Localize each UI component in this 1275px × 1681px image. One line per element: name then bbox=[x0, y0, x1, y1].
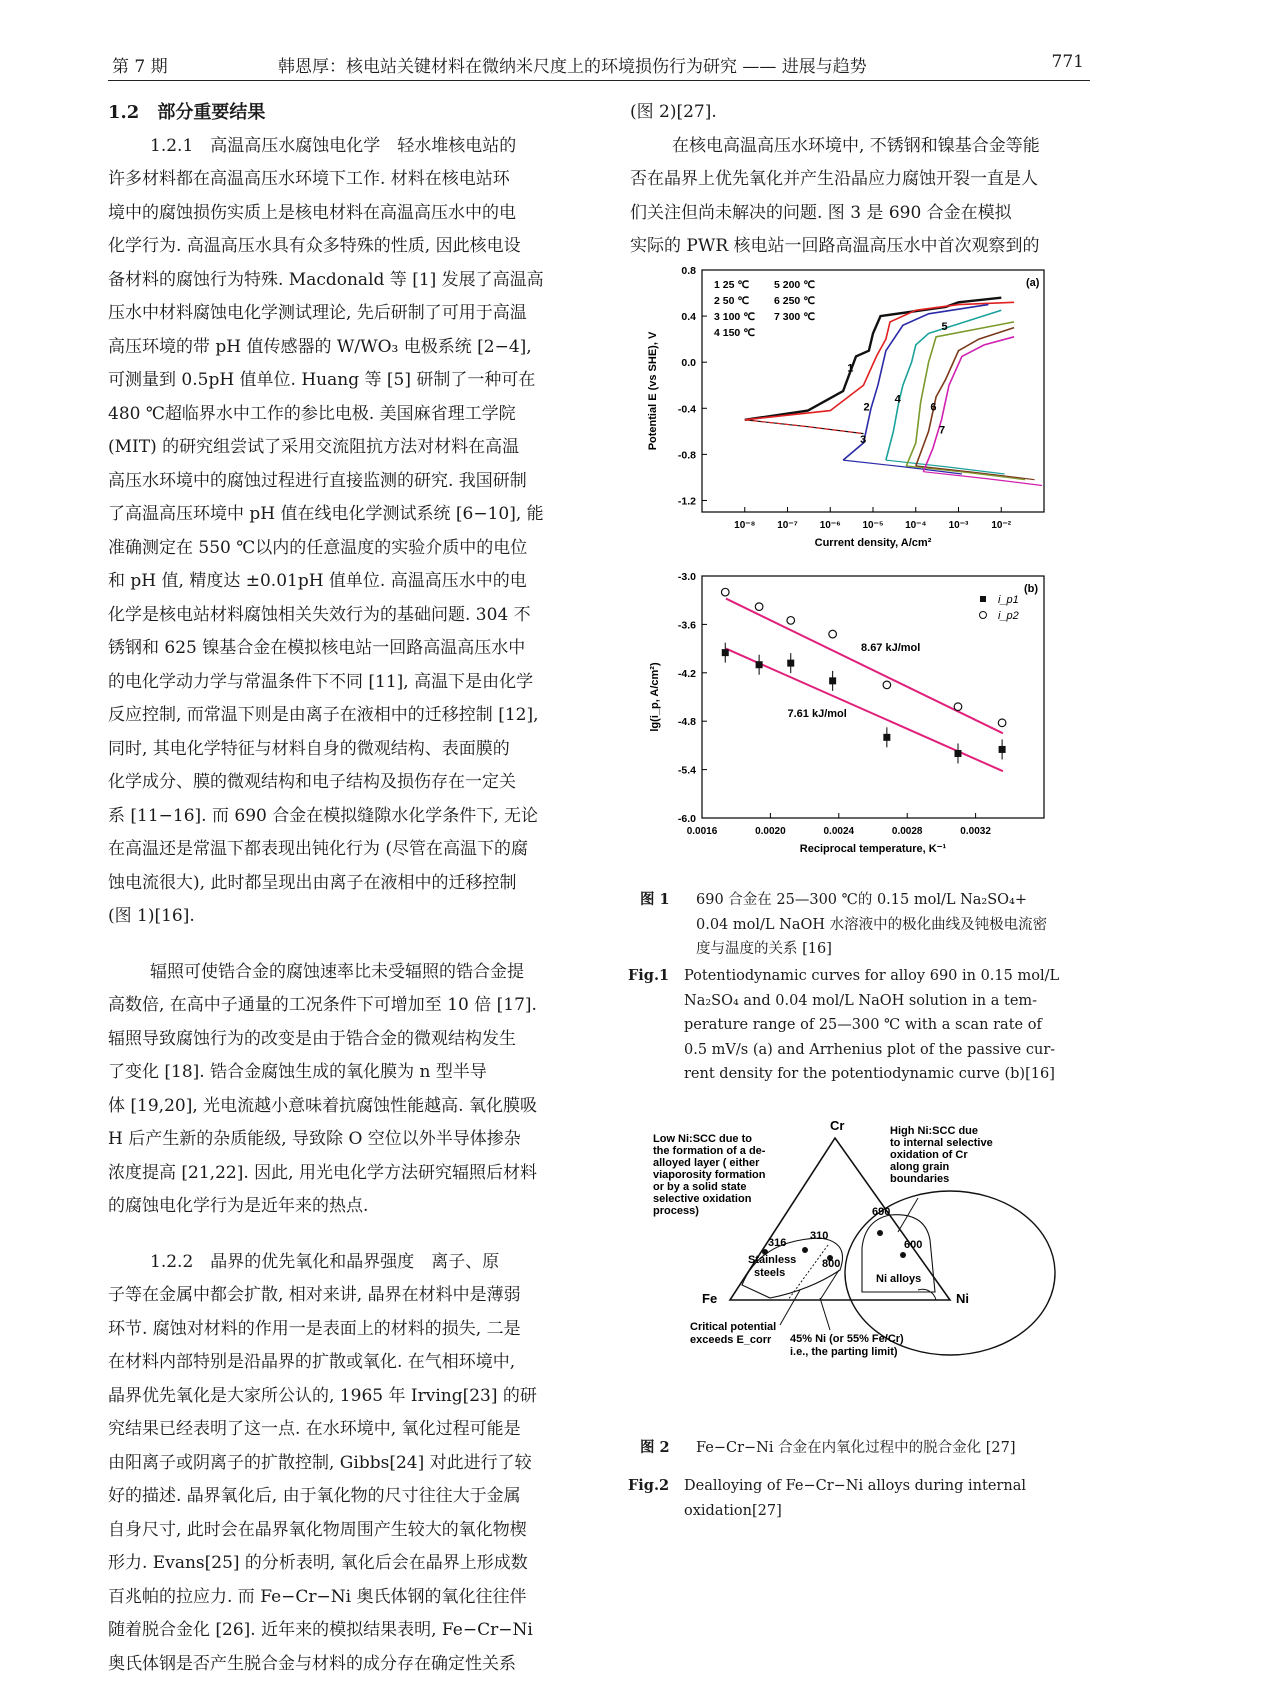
text-line: H 后产生新的杂质能级, 导致除 O 空位以外半导体掺杂 bbox=[108, 1123, 590, 1157]
parting-limit-line bbox=[820, 1270, 839, 1300]
text-line: 实际的 PWR 核电站一回路高温高压水中首次观察到的 bbox=[630, 230, 1090, 264]
fig1a-plot-area bbox=[647, 265, 1044, 549]
fig1a-x-tick-label: 10⁻² bbox=[991, 520, 1011, 531]
text-line: 在核电高温高压水环境中, 不锈钢和镍基合金等能 bbox=[630, 130, 1090, 164]
fig1b-point-ip1 bbox=[829, 677, 836, 684]
fig1b-legend-marker-ip2 bbox=[980, 612, 987, 619]
fig1a-x-tick-label: 10⁻⁴ bbox=[905, 520, 926, 531]
fig1b-y-axis-label: lg(i_p, A/cm²) bbox=[649, 662, 661, 732]
text-line: 化学是核电站材料腐蚀相关失效行为的基础问题. 304 不 bbox=[108, 599, 590, 633]
caption-line: 度与温度的关系 [16] bbox=[640, 937, 1090, 962]
fig1a-curve-label: 1 bbox=[847, 362, 853, 374]
text-line: 形力. Evans[25] 的分析表明, 氧化后会在晶界上形成数 bbox=[108, 1547, 590, 1581]
left-note-line: the formation of a de- bbox=[653, 1145, 766, 1157]
fig1b-legend-entry: i_p2 bbox=[998, 610, 1019, 622]
vertex-label-ni: Ni bbox=[956, 1291, 969, 1306]
text-line: 百兆帕的拉应力. 而 Fe−Cr−Ni 奥氏体钢的氧化往往伴 bbox=[108, 1581, 590, 1615]
fig1b-point-ip1 bbox=[883, 734, 890, 741]
fig1b-point-ip1 bbox=[999, 746, 1006, 753]
fig1b-point-ip2 bbox=[998, 719, 1006, 727]
fig1b-legend-marker-ip1 bbox=[980, 596, 986, 602]
text-line: 反应控制, 而常温下则是由离子在液相中的迁移控制 [12], bbox=[108, 699, 590, 733]
fig1a-curve-label: 6 bbox=[930, 402, 936, 414]
caption-line: perature range of 25—300 ℃ with a scan rate of bbox=[628, 1013, 1098, 1038]
caption-line: 0.04 mol/L NaOH 水溶液中的极化曲线及钝极电流密 bbox=[640, 913, 1090, 938]
issue-number: 第 7 期 bbox=[112, 52, 168, 77]
text-line: (图 2)[27]. bbox=[630, 96, 1090, 130]
caption-line: Potentiodynamic curves for alloy 690 in 0.15 mol/L bbox=[684, 968, 1059, 984]
vertex-label-fe: Fe bbox=[702, 1291, 717, 1306]
caption-line: Dealloying of Fe−Cr−Ni alloys during internal bbox=[684, 1478, 1026, 1494]
fig1a-x-axis-label: Current density, A/cm² bbox=[815, 537, 932, 549]
text-line: 在材料内部特别是沿晶界的扩散或氧化. 在气相环境中, bbox=[108, 1346, 590, 1380]
left-note-line: selective oxidation bbox=[653, 1193, 752, 1205]
region-label: Ni alloys bbox=[876, 1273, 921, 1285]
fig1a-curve-6 bbox=[916, 328, 1014, 466]
figure-2-ternary-diagram bbox=[650, 1120, 1090, 1420]
text-line: 480 ℃超临界水中工作的参比电极. 美国麻省理工学院 bbox=[108, 398, 590, 432]
text-line: 许多材料都在高温高压水环境下工作. 材料在核电站环 bbox=[108, 163, 590, 197]
fig1b-panel-label: (b) bbox=[1024, 583, 1038, 595]
fig1b-point-ip2 bbox=[721, 588, 729, 596]
text-line: 体 [19,20], 光电流越小意味着抗腐蚀性能越高. 氧化膜吸 bbox=[108, 1090, 590, 1124]
text-line: 的腐蚀电化学行为是近年来的热点. bbox=[108, 1190, 590, 1224]
text-line: 浓度提高 [21,22]. 因此, 用光电化学方法研究辐照后材料 bbox=[108, 1157, 590, 1191]
fig1b-y-tick-label: -4.2 bbox=[678, 668, 696, 680]
text-line: 系 [11−16]. 而 690 合金在模拟缝隙水化学条件下, 无论 bbox=[108, 800, 590, 834]
region-label: steels bbox=[754, 1267, 785, 1279]
bottom-right-note-line: 45% Ni (or 55% Fe/Cr) bbox=[790, 1333, 904, 1345]
fig1a-y-tick-label: -0.8 bbox=[678, 449, 696, 461]
text-line: 同时, 其电化学特征与材料自身的微观结构、表面膜的 bbox=[108, 733, 590, 767]
text-line: 辐照可使锆合金的腐蚀速率比未受辐照的锆合金提 bbox=[108, 956, 590, 990]
fig1b-point-ip1 bbox=[756, 661, 763, 668]
fig1b-x-tick-label: 0.0024 bbox=[824, 826, 855, 837]
caption-line: oxidation[27] bbox=[628, 1499, 1098, 1524]
vertex-label-cr: Cr bbox=[830, 1120, 844, 1133]
fig1a-curve-label: 3 bbox=[860, 434, 866, 446]
fig1b-y-tick-label: -4.8 bbox=[678, 716, 696, 728]
fig1a-legend-entry: 4 150 ℃ bbox=[714, 327, 755, 339]
left-note-line: alloyed layer ( either bbox=[653, 1157, 760, 1169]
text-line: 和 pH 值, 精度达 ±0.01pH 值单位. 高温高压水中的电 bbox=[108, 565, 590, 599]
text-line: 奥氏体钢是否产生脱合金与材料的成分存在确定性关系 bbox=[108, 1648, 590, 1681]
fig1a-y-tick-label: 0.4 bbox=[681, 311, 696, 323]
fig1a-x-tick-label: 10⁻⁸ bbox=[734, 520, 755, 531]
left-paragraph-1 bbox=[108, 130, 590, 934]
text-line: 压水中材料腐蚀电化学测试理论, 先后研制了可用于高温 bbox=[108, 297, 590, 331]
left-note-line: Low Ni:SCC due to bbox=[653, 1133, 752, 1145]
fig1b-point-ip2 bbox=[787, 617, 795, 625]
fig1b-annotation: 8.67 kJ/mol bbox=[861, 642, 920, 654]
text-line: 究结果已经表明了这一点. 在水环境中, 氧化过程可能是 bbox=[108, 1413, 590, 1447]
left-paragraph-3 bbox=[108, 1246, 590, 1681]
text-line: 晶界优先氧化是大家所公认的, 1965 年 Irving[23] 的研 bbox=[108, 1380, 590, 1414]
right-note-line: along grain bbox=[890, 1161, 950, 1173]
fig1b-point-ip1 bbox=[787, 660, 794, 667]
text-line: 辐照导致腐蚀行为的改变是由于锆合金的微观结构发生 bbox=[108, 1023, 590, 1057]
text-line: 自身尺寸, 此时会在晶界氧化物周围产生较大的氧化物楔 bbox=[108, 1514, 590, 1548]
alloy-point-label: 310 bbox=[810, 1230, 828, 1242]
text-line: 化学成分、膜的微观结构和电子结构及损伤存在一定关 bbox=[108, 766, 590, 800]
fig1b-x-tick-label: 0.0032 bbox=[960, 826, 991, 837]
text-line: 由阳离子或阴离子的扩散控制, Gibbs[24] 对此进行了较 bbox=[108, 1447, 590, 1481]
text-line: 高压水环境中的腐蚀过程进行直接监测的研究. 我国研制 bbox=[108, 465, 590, 499]
fig1b-legend-entry: i_p1 bbox=[998, 594, 1019, 606]
right-note-line: High Ni:SCC due bbox=[890, 1125, 978, 1137]
fig1a-x-tick-label: 10⁻⁵ bbox=[862, 520, 883, 531]
fig1b-point-ip2 bbox=[954, 703, 962, 711]
left-note-line: process) bbox=[653, 1205, 699, 1217]
fig1a-x-tick-label: 10⁻⁶ bbox=[820, 520, 841, 531]
section-heading: 1.2 部分重要结果 bbox=[108, 96, 590, 130]
fig1a-y-tick-label: 0.8 bbox=[681, 265, 696, 277]
alloy-point-label: 690 bbox=[872, 1206, 890, 1218]
fig1b-y-tick-label: -6.0 bbox=[678, 813, 696, 825]
text-line: 1.2.2 晶界的优先氧化和晶界强度 离子、原 bbox=[108, 1246, 590, 1280]
alloy-point-label: 800 bbox=[822, 1258, 840, 1270]
text-line: 1.2.1 高温高压水腐蚀电化学 轻水堆核电站的 bbox=[108, 130, 590, 164]
text-line: 准确测定在 550 ℃以内的任意温度的实验介质中的电位 bbox=[108, 532, 590, 566]
page-number: 771 bbox=[1052, 52, 1084, 72]
caption-label: Fig.1 bbox=[628, 964, 684, 989]
figure-1-caption-cn bbox=[640, 888, 1090, 962]
text-line: (图 1)[16]. bbox=[108, 900, 590, 934]
fig1a-curve-label: 2 bbox=[864, 402, 870, 414]
fig1b-y-tick-label: -3.0 bbox=[678, 571, 696, 583]
caption-line: rent density for the potentiodynamic curve (b)[16] bbox=[628, 1062, 1098, 1087]
fig1b-x-tick-label: 0.0016 bbox=[687, 826, 718, 837]
arrow-line bbox=[820, 1298, 830, 1330]
fig1b-annotation: 7.61 kJ/mol bbox=[788, 708, 847, 720]
caption-label: 图 2 bbox=[640, 1436, 696, 1461]
left-column bbox=[108, 96, 590, 1681]
figure-2-caption-cn bbox=[640, 1436, 1090, 1461]
region-label: Stainless bbox=[748, 1254, 796, 1266]
alloy-point-label: 316 bbox=[768, 1237, 786, 1249]
running-title: 韩恩厚：核电站关键材料在微纳米尺度上的环境损伤行为研究 —— 进展与趋势 bbox=[278, 52, 867, 77]
bottom-left-note-line: exceeds E_corr bbox=[690, 1334, 772, 1346]
fig1a-curve-label: 4 bbox=[895, 394, 902, 406]
bottom-right-note-line: i.e., the parting limit) bbox=[790, 1346, 898, 1358]
text-line: 子等在金属中都会扩散, 相对来讲, 晶界在材料中是薄弱 bbox=[108, 1279, 590, 1313]
text-line: 备材料的腐蚀行为特殊. Macdonald 等 [1] 发展了高温高 bbox=[108, 264, 590, 298]
alloy-point-label: 600 bbox=[904, 1239, 922, 1251]
bottom-left-note-line: Critical potential bbox=[690, 1321, 776, 1333]
fig1a-legend-entry: 5 200 ℃ bbox=[774, 279, 815, 291]
alloy-point bbox=[900, 1252, 906, 1258]
caption-line: Na₂SO₄ and 0.04 mol/L NaOH solution in a tem- bbox=[628, 989, 1098, 1014]
right-note-line: to internal selective bbox=[890, 1137, 993, 1149]
text-line: 随着脱合金化 [26]. 近年来的模拟结果表明, Fe−Cr−Ni bbox=[108, 1614, 590, 1648]
text-line: 化学行为. 高温高压水具有众多特殊的性质, 因此核电设 bbox=[108, 230, 590, 264]
fig1a-x-tick-label: 10⁻⁷ bbox=[777, 520, 798, 531]
fig1a-curve-5 bbox=[906, 322, 1014, 466]
text-line: (MIT) 的研究组尝试了采用交流阻抗方法对材料在高温 bbox=[108, 431, 590, 465]
fig1a-legend-entry: 6 250 ℃ bbox=[774, 295, 815, 307]
fig1b-point-ip2 bbox=[883, 681, 891, 689]
fig1a-y-axis-label: Potential E (vs SHE), V bbox=[647, 331, 659, 450]
text-line: 高压环境的带 pH 值传感器的 W/WO₃ 电极系统 [2−4], bbox=[108, 331, 590, 365]
alloy-point bbox=[802, 1247, 808, 1253]
text-line: 在高温还是常温下都表现出钝化行为 (尽管在高温下的腐 bbox=[108, 833, 590, 867]
fig1a-curve-label: 7 bbox=[939, 425, 945, 437]
ni-corner-arc bbox=[918, 1289, 936, 1300]
running-header bbox=[108, 48, 1090, 81]
caption-line: 690 合金在 25—300 ℃的 0.15 mol/L Na₂SO₄+ bbox=[696, 892, 1027, 908]
fig1a-x-tick-label: 10⁻³ bbox=[949, 520, 969, 531]
fig1a-curve-7 bbox=[923, 337, 1014, 472]
figure-2-caption-en bbox=[628, 1474, 1098, 1523]
caption-line: Fe−Cr−Ni 合金在内氧化过程中的脱合金化 [27] bbox=[696, 1440, 1015, 1456]
figure-1b-arrhenius-plot bbox=[640, 568, 1060, 868]
text-line: 好的描述. 晶界氧化后, 由于氧化物的尺寸往往大于金属 bbox=[108, 1480, 590, 1514]
fig1b-point-ip1 bbox=[954, 750, 961, 757]
fig1b-point-ip1 bbox=[722, 649, 729, 656]
text-line: 境中的腐蚀损伤实质上是核电材料在高温高压水中的电 bbox=[108, 197, 590, 231]
fig1b-y-tick-label: -5.4 bbox=[678, 765, 696, 777]
text-line: 了变化 [18]. 锆合金腐蚀生成的氧化膜为 n 型半导 bbox=[108, 1056, 590, 1090]
left-paragraph-2 bbox=[108, 956, 590, 1224]
fig1b-point-ip2 bbox=[829, 630, 837, 638]
fig1b-y-tick-label: -3.6 bbox=[678, 619, 696, 631]
fig1a-curve-label: 5 bbox=[941, 321, 947, 333]
text-line: 们关注但尚未解决的问题. 图 3 是 690 合金在模拟 bbox=[630, 197, 1090, 231]
left-note-line: or by a solid state bbox=[653, 1181, 747, 1193]
fig1a-legend-entry: 7 300 ℃ bbox=[774, 311, 815, 323]
fig1b-point-ip2 bbox=[755, 603, 763, 611]
fig1a-panel-label: (a) bbox=[1026, 277, 1040, 289]
text-line: 可测量到 0.5pH 值单位. Huang 等 [5] 研制了一种可在 bbox=[108, 364, 590, 398]
caption-label: 图 1 bbox=[640, 888, 696, 913]
text-line: 蚀电流很大), 此时都呈现出由离子在液相中的迁移控制 bbox=[108, 867, 590, 901]
text-line: 锈钢和 625 镍基合金在模拟核电站一回路高温高压水中 bbox=[108, 632, 590, 666]
fig1a-y-tick-label: -1.2 bbox=[678, 495, 696, 507]
right-note-line: oxidation of Cr bbox=[890, 1149, 968, 1161]
text-line: 了高温高压环境中 pH 值在线电化学测试系统 [6−10], 能 bbox=[108, 498, 590, 532]
fig1a-y-tick-label: -0.4 bbox=[678, 403, 696, 415]
right-column-text bbox=[630, 96, 1090, 264]
figure-1a-polarization-curves bbox=[640, 262, 1060, 562]
text-line: 环节. 腐蚀对材料的作用一是表面上的材料的损失, 二是 bbox=[108, 1313, 590, 1347]
figure-1-caption-en bbox=[628, 964, 1098, 1087]
left-note-line: viaporosity formation bbox=[653, 1169, 766, 1181]
fig1b-x-tick-label: 0.0020 bbox=[755, 826, 786, 837]
caption-label: Fig.2 bbox=[628, 1474, 684, 1499]
text-line: 否在晶界上优先氧化并产生沿晶应力腐蚀开裂一直是人 bbox=[630, 163, 1090, 197]
alloy-point bbox=[877, 1230, 883, 1236]
fig1a-y-tick-label: 0.0 bbox=[681, 357, 696, 369]
text-line: 高数倍, 在高中子通量的工况条件下可增加至 10 倍 [17]. bbox=[108, 989, 590, 1023]
fig1a-legend-entry: 2 50 ℃ bbox=[714, 295, 749, 307]
caption-line: 0.5 mV/s (a) and Arrhenius plot of the passive cur- bbox=[628, 1038, 1098, 1063]
text-line: 的电化学动力学与常温条件下不同 [11], 高温下是由化学 bbox=[108, 666, 590, 700]
fig1a-legend-entry: 3 100 ℃ bbox=[714, 311, 755, 323]
fig1b-x-tick-label: 0.0028 bbox=[892, 826, 923, 837]
fig1a-legend-entry: 1 25 ℃ bbox=[714, 279, 749, 291]
fig1b-x-axis-label: Reciprocal temperature, K⁻¹ bbox=[800, 843, 947, 855]
right-note-line: boundaries bbox=[890, 1173, 949, 1185]
